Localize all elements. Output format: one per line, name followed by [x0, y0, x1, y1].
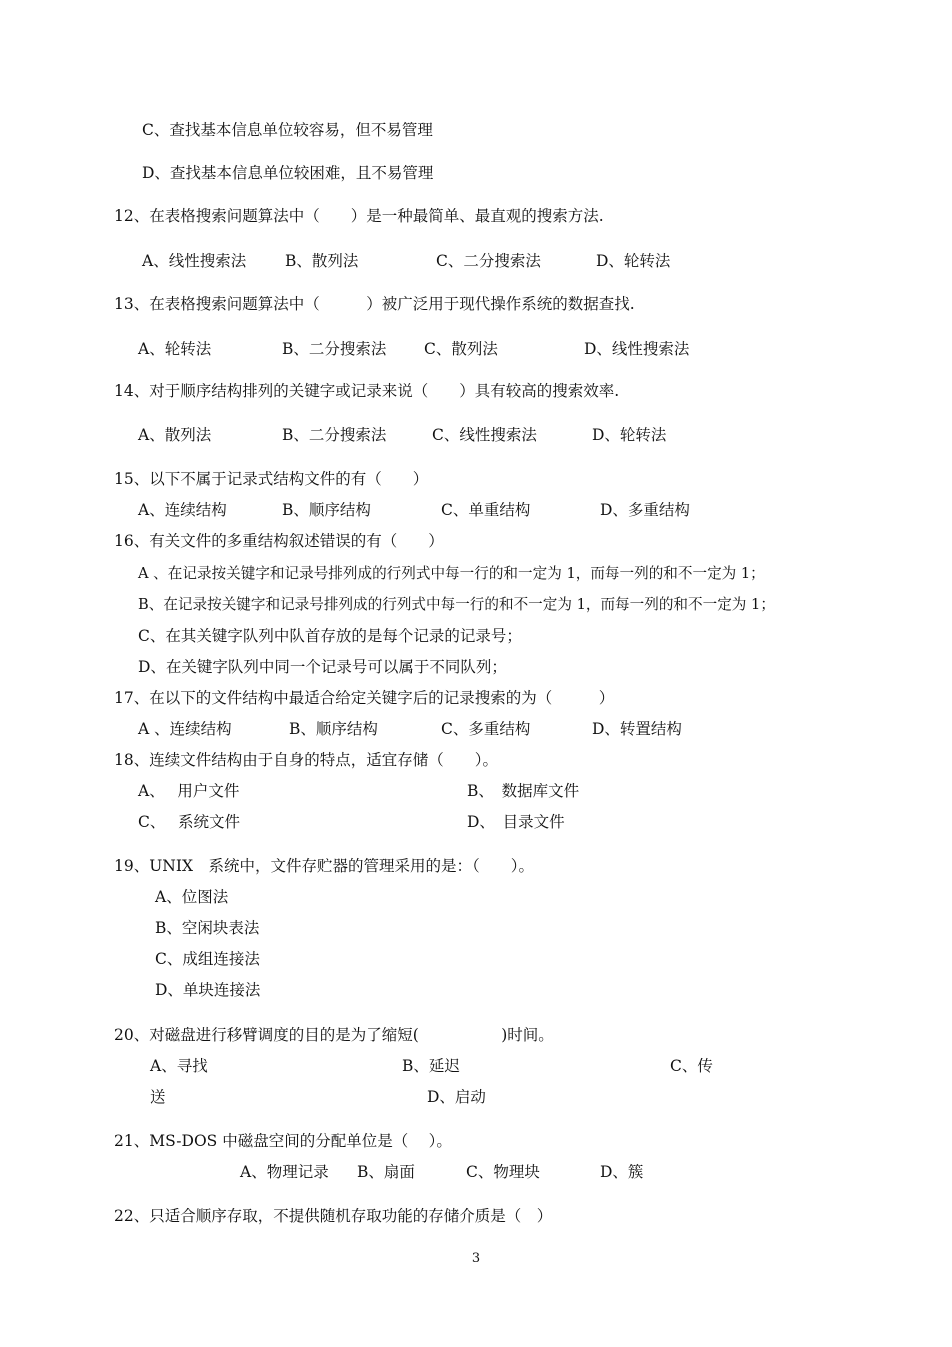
q20-stem: 20、对磁盘进行移臂调度的目的是为了缩短( )时间。: [114, 1026, 554, 1044]
q12-option-a: A、线性搜索法: [142, 252, 247, 270]
q18-stem: 18、连续文件结构由于自身的特点，适宜存储（ ）。: [114, 751, 498, 769]
q19-stem: 19、UNIX 系统中，文件存贮器的管理采用的是：（ ）。: [114, 857, 535, 875]
q22-stem: 22、只适合顺序存取，不提供随机存取功能的存储介质是（ ）: [114, 1207, 553, 1225]
q20-option-d: D、启动: [427, 1088, 486, 1106]
q12-stem: 12、在表格搜索问题算法中（ ）是一种最简单、最直观的搜索方法.: [114, 207, 604, 225]
q17-option-d: D、转置结构: [592, 720, 682, 738]
q12-option-d: D、轮转法: [596, 252, 671, 270]
q16-option-d: D、在关键字队列中同一个记录号可以属于不同队列；: [138, 658, 507, 676]
q20-option-a: A、寻找: [150, 1057, 208, 1075]
q21-option-a: A、物理记录: [240, 1163, 329, 1181]
q14-option-d: D、轮转法: [592, 426, 667, 444]
q15-option-c: C、单重结构: [441, 501, 531, 519]
q14-option-c: C、线性搜索法: [432, 426, 537, 444]
q17-option-a: A 、连续结构: [138, 720, 232, 738]
q18-option-b: B、 数据库文件: [467, 782, 580, 800]
q17-option-c: C、多重结构: [441, 720, 531, 738]
q17-option-b: B、顺序结构: [289, 720, 378, 738]
q12-option-b: B、散列法: [285, 252, 359, 270]
q16-option-b: B、在记录按关键字和记录号排列成的行列式中每一行的和不一定为 1，而每一列的和不一定为 1；: [138, 596, 775, 613]
page-number: 3: [471, 1251, 481, 1266]
q19-option-b: B、空闲块表法: [155, 919, 260, 937]
q12-option-c: C、二分搜索法: [436, 252, 541, 270]
q19-option-a: A、位图法: [155, 888, 229, 906]
q11-option-d: D、查找基本信息单位较困难，且不易管理: [142, 164, 434, 182]
q13-option-a: A、轮转法: [138, 340, 212, 358]
q21-option-c: C、物理块: [466, 1163, 540, 1181]
q20-option-c-part1: C、传: [670, 1057, 713, 1075]
q17-stem: 17、在以下的文件结构中最适合给定关键字后的记录搜索的为（ ）: [114, 689, 615, 707]
q15-option-a: A、连续结构: [138, 501, 227, 519]
q14-stem: 14、对于顺序结构排列的关键字或记录来说（ ）具有较高的搜索效率.: [114, 382, 620, 400]
q18-option-a: A、 用户文件: [138, 782, 240, 800]
q16-stem: 16、有关文件的多重结构叙述错误的有（ ）: [114, 532, 444, 550]
q14-option-b: B、二分搜索法: [282, 426, 387, 444]
q21-option-b: B、扇面: [357, 1163, 415, 1181]
q14-option-a: A、散列法: [138, 426, 212, 444]
q21-stem: 21、MS-DOS 中磁盘空间的分配单位是（ ）。: [114, 1132, 452, 1150]
q13-stem: 13、在表格搜索问题算法中（ ）被广泛用于现代操作系统的数据查找.: [114, 295, 635, 313]
q15-stem: 15、以下不属于记录式结构文件的有（ ）: [114, 470, 429, 488]
q18-option-c: C、 系统文件: [138, 813, 241, 831]
q20-option-b: B、延迟: [402, 1057, 460, 1075]
q16-option-c: C、在其关键字队列中队首存放的是每个记录的记录号；: [138, 627, 522, 645]
q13-option-d: D、线性搜索法: [584, 340, 690, 358]
q21-option-d: D、簇: [600, 1163, 644, 1181]
q15-option-d: D、多重结构: [600, 501, 690, 519]
q11-option-c: C、查找基本信息单位较容易，但不易管理: [142, 121, 433, 139]
q15-option-b: B、顺序结构: [282, 501, 371, 519]
q13-option-b: B、二分搜索法: [282, 340, 387, 358]
q19-option-d: D、单块连接法: [155, 981, 261, 999]
q19-option-c: C、成组连接法: [155, 950, 260, 968]
q13-option-c: C、散列法: [424, 340, 498, 358]
q16-option-a: A 、在记录按关键字和记录号排列成的行列式中每一行的和一定为 1，而每一列的和不一定为 1；: [138, 565, 765, 582]
q18-option-d: D、 目录文件: [467, 813, 565, 831]
q20-option-c-part2: 送: [150, 1088, 166, 1106]
